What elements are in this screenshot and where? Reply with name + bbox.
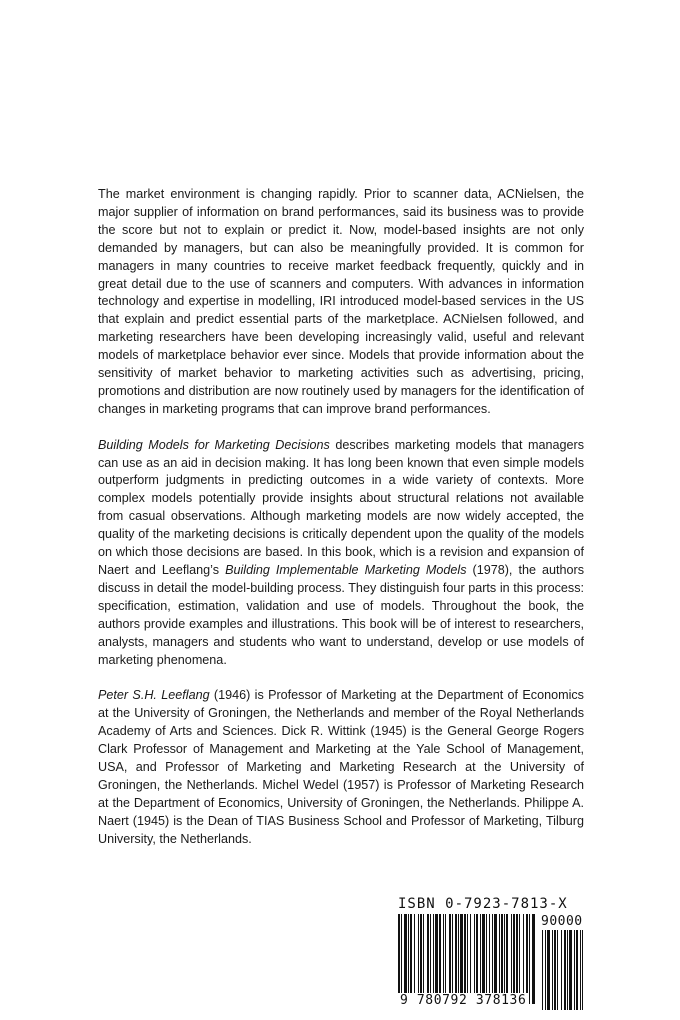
barcode-bar: [532, 914, 535, 1004]
barcode-addon-bar: [564, 930, 566, 1010]
barcode-addon-bar: [569, 930, 572, 1010]
barcode-addon-digits: 90000: [541, 914, 583, 929]
barcode-bar: [430, 914, 431, 1004]
barcode-addon-bar: [557, 930, 558, 1010]
barcode-addon-bar: [545, 930, 546, 1010]
barcode-bar: [489, 914, 490, 1004]
barcode-bar: [427, 914, 429, 1004]
barcode-bar: [460, 914, 463, 1004]
barcode-bar: [511, 914, 512, 1004]
barcode-addon-bar: [554, 930, 556, 1010]
barcode-bar: [526, 914, 528, 1004]
barcode-bar: [443, 914, 444, 1004]
description-text-a: describes marketing models that managers can use as an aid in decision making. It has long been known that even simple models outperform judgments in predicting outcomes in a wide variety of contexts. More complex models potentially provide insights about structural relations not available from casual observations. Although marketing models are now widely accepted, the quality of the marketing decisions is critically dependent upon the quality of the models on which those decisions are based. In this book, which is a revision and expansion of Naert and Leeflang’s: [98, 437, 584, 578]
previous-book-title: Building Implementable Marketing Models: [225, 563, 467, 578]
barcode-bar: [449, 914, 451, 1004]
barcode-bar: [506, 914, 508, 1004]
paragraph-book-description: [98, 437, 584, 670]
barcode-bar: [435, 914, 438, 1004]
barcode-bar: [480, 914, 481, 1004]
barcode-bar: [458, 914, 459, 1004]
barcode-bar: [513, 914, 515, 1004]
barcode-bar: [494, 914, 497, 1004]
book-title: Building Models for Marketing Decisions: [98, 437, 330, 452]
barcode-bar: [452, 914, 453, 1004]
barcode-bar: [404, 914, 407, 1004]
barcode-bar: [474, 914, 475, 1004]
barcode-bar: [499, 914, 500, 1004]
barcode-addon-bar: [542, 930, 543, 1010]
barcode-bar: [433, 914, 434, 1004]
barcode-bar: [414, 914, 415, 1004]
barcode-addon-bar: [580, 930, 581, 1010]
barcode-addon-bar: [567, 930, 568, 1010]
barcode-bar: [523, 914, 524, 1004]
barcode-bar: [418, 914, 419, 1004]
barcode-addon-bar: [552, 930, 553, 1010]
barcode-bar: [476, 914, 478, 1004]
barcode-bar: [467, 914, 468, 1004]
barcode-bar: [464, 914, 466, 1004]
barcode-bar: [470, 914, 471, 1004]
barcode-bar: [408, 914, 409, 1004]
barcode-bar: [423, 914, 424, 1004]
isbn-label: ISBN 0-7923-7813-X: [398, 896, 568, 912]
paragraph-market-environment: The market environment is changing rapidly. Prior to scanner data, ACNielsen, the major supplier of information on brand performances, said its business was to provide the score but not to explain or predict it. Now, model-based insights are not only demanded by managers, but can also be meaningfully provided. It is common for managers in many countries to receive market feedback frequently, quickly and in great detail due to the use of scanners and computers. With advances in information technology and expertise in modelling, IRI introduced model-based services in the US that explain and predict essential parts of the marketplace. ACNielsen followed, and marketing researchers have been developing increasingly valid, useful and relevant models of marketplace behavior ever since. Models that provide information about the sensitivity of market behavior to marketing activities such as advertising, pricing, promotions and distribution are now routinely used by managers for the identification of changes in marketing programs that can improve brand performances.: [98, 187, 584, 416]
barcode-addon-bar: [574, 930, 575, 1010]
barcode-addon-bar: [582, 930, 583, 1010]
barcode-bar: [486, 914, 487, 1004]
barcode-addon-bar: [576, 930, 578, 1010]
barcode-bar: [492, 914, 493, 1004]
barcode-addon-bar: [547, 930, 550, 1010]
back-cover-text: [98, 186, 584, 866]
barcode-bar: [455, 914, 457, 1004]
barcode-bar: [410, 914, 412, 1004]
barcode-bar: [516, 914, 518, 1004]
barcode-bar: [445, 914, 446, 1004]
authors-text: (1946) is Professor of Marketing at the Department of Economics at the University of Groningen, the Netherlands and member of the Royal Netherlands Academy of Arts and Sciences. Dick R. Wittink (1945) is the General George Rogers Clark Professor of Management and Marketing at the Yale School of Management, USA, and Professor of Marketing and Marketing Research at the University of Groningen, the Netherlands. Michel Wedel (1957) is Professor of Marketing Research at the Department of Economics, University of Groningen, the Netherlands. Philippe A. Naert (1945) is the Dean of TIAS Business School and Professor of Marketing, Tilburg University, the Netherlands.: [98, 688, 584, 846]
description-text-b: (1978), the authors discuss in detail the model-building process. They distinguish four parts in this process: specification, estimation, validation and use of models. Throughout the book, the authors provide examples and illustrations. This book will be of interest to researchers, analysts, managers and students who want to understand, develop or use models of marketing phenomena.: [98, 563, 585, 667]
barcode-bar: [420, 914, 422, 1004]
barcode-bar: [439, 914, 441, 1004]
barcode-ean-digits: 9 780792 378136: [400, 993, 527, 1008]
barcode-bar: [519, 914, 520, 1004]
barcode-bar: [482, 914, 485, 1004]
barcode-bar: [504, 914, 505, 1004]
author-name: Peter S.H. Leeflang: [98, 688, 210, 703]
barcode-bar: [401, 914, 402, 1004]
paragraph-authors: [98, 687, 584, 848]
barcode-bar: [501, 914, 503, 1004]
barcode-addon-bar: [561, 930, 562, 1010]
barcode-bar: [398, 914, 400, 1004]
barcode-bar: [529, 914, 530, 1004]
